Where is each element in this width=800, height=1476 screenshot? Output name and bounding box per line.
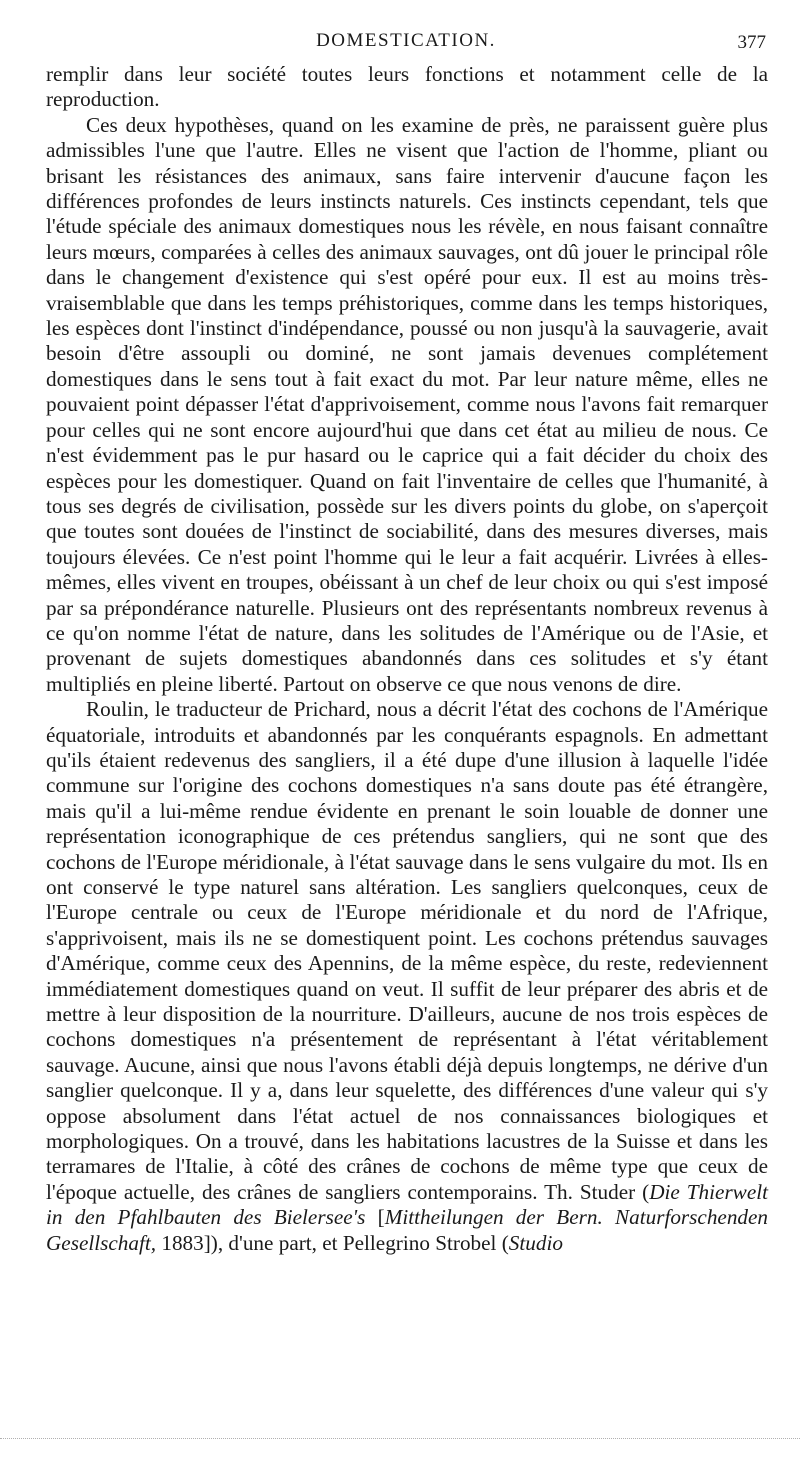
paragraph-text: 1883]), d'une part, et Pellegrino Strobel ( — [156, 1230, 509, 1255]
paragraph-roulin-pigs — [46, 697, 768, 1256]
citation-title: Die Thierwelt in den Pfahlbauten des Bielersee's — [46, 1179, 768, 1230]
running-title: DOMESTICATION. — [316, 30, 496, 51]
running-head — [46, 30, 766, 56]
citation-title: Studio — [508, 1230, 563, 1255]
body-text — [46, 62, 768, 1256]
paragraph-text: [ — [365, 1205, 385, 1230]
paragraph-continuation: remplir dans leur société toutes leurs fonctions et notamment celle de la reproduction. — [46, 62, 768, 112]
page-number: 377 — [737, 32, 766, 53]
citation-journal: Mittheilungen der Bern. Naturforschenden Gesellschaft, — [46, 1205, 769, 1255]
paragraph-text: Roulin, le traducteur de Prichard, nous a décrit l'état des cochons de l'Amérique équatoriale, introduits et abandonnés par les conquérants espagnols. En admettant qu'ils étaient redevenus des sangliers, il a été dupe d'une illusion à laquelle l'idée commune sur l'origine des cochons domestiques n'a sans doute pas été étrangère, mais qu'il a lui-même rendue évidente en prenant le soin louable de donner une représentation iconographique de ces prétendus sangliers, qui ne sont que des cochons de l'Europe méridionale, à l'état sauvage dans le sens vulgaire du mot. Ils en ont conservé le type naturel sans altération. Les sangliers quelconques, ceux de l'Europe centrale ou ceux de l'Europe méridionale et du nord de l'Afrique, s'apprivoisent, mais ils ne se domestiquent point. Les cochons prétendus sauvages d'Amérique, comme ceux des Apennins, de la même espèce, du reste, redeviennent immédiatement domestiques quand on veut. Il suffit de leur préparer des abris et de mettre à leur disposition de la nourriture. D'ailleurs, aucune de nos trois espèces de cochons domestiques n'a présentement de représentant à l'état véritablement sauvage. Aucune, ainsi que nous l'avons établi déjà depuis longtemps, ne dérive d'un sanglier quelconque. Il y a, dans leur squelette, des différences d'une valeur qui s'y oppose absolument dans l'état actuel de nos connaissances biologiques et morphologiques. On a trouvé, dans les habitations lacustres de la Suisse et dans les terramares de l'Italie, à côté des crânes de cochons de même type que ceux de l'époque actuelle, des crânes de sangliers contemporains. Th. Studer ( — [46, 697, 768, 1204]
paragraph-domestication-hypotheses: Ces deux hypothèses, quand on les examine de près, ne paraissent guère plus admissibles l'une que l'autre. Elles ne visent que l'action de l'homme, pliant ou brisant les résistances des animaux, sans faire intervenir d'aucune façon les différences profondes de leurs instincts naturels. Ces instincts cependant, tels que l'étude spéciale des animaux domestiques nous les révèle, en nous faisant connaître leurs mœurs, comparées à celles des animaux sauvages, ont dû jouer le principal rôle dans le changement d'existence qui s'est opéré pour eux. Il est au moins très-vraisemblable que dans les temps préhistoriques, comme dans les temps historiques, les espèces dont l'instinct d'indépendance, poussé ou non jusqu'à la sauvagerie, avait besoin d'être assoupli ou dominé, ne sont jamais devenues complétement domestiques dans le sens tout à fait exact du mot. Par leur nature même, elles ne pouvaient point dépasser l'état d'apprivoisement, comme nous l'avons fait remarquer pour celles qui ne sont encore aujourd'hui que dans cet état au milieu de nous. Ce n'est évidemment pas le pur hasard ou le caprice qui a fait décider du choix des espèces pour les domestiquer. Quand on fait l'inventaire de celles que l'humanité, à tous ses degrés de civilisation, possède sur les divers points du globe, on s'aperçoit que toutes sont douées de l'instinct de sociabilité, dans des mesures diverses, mais toujours élevées. Ce n'est point l'homme qui le leur a fait acquérir. Livrées à elles-mêmes, elles vivent en troupes, obéissant à un chef de leur choix ou qui s'est imposé par sa prépondérance naturelle. Plusieurs ont des représentants nombreux revenus à ce qu'on nomme l'état de nature, dans les solitudes de l'Amérique ou de l'Asie, et provenant de sujets domestiques abandonnés dans ces solitudes et s'y étant multipliés en pleine liberté. Partout on observe ce que nous venons de dire. — [46, 112, 768, 696]
bottom-edge-rule — [0, 1438, 800, 1439]
